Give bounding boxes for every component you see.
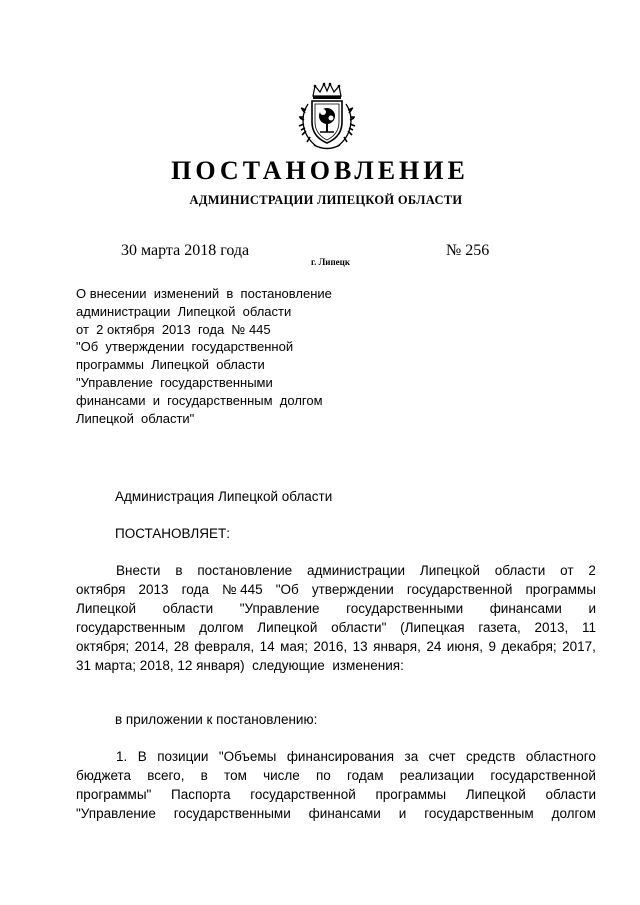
word: 13 [352, 639, 368, 654]
word: программы [375, 787, 447, 802]
word: декабря; [501, 639, 557, 654]
word: 28 [173, 639, 189, 654]
paragraph-line [76, 599, 596, 618]
word: года [181, 582, 209, 597]
word: счет [428, 749, 456, 764]
word: (Липецкая [400, 620, 465, 635]
word: долгом [199, 620, 244, 635]
document-title: ПОСТАНОВЛЕНИЕ [171, 156, 469, 185]
word: "Об [275, 582, 299, 597]
paragraph-line [76, 561, 596, 580]
word: всего, [147, 768, 185, 783]
word: областного [525, 749, 596, 764]
word: государственными [173, 806, 291, 821]
word: за [404, 749, 419, 764]
word: "Управление [76, 806, 156, 821]
coat-of-arms-icon [296, 82, 358, 154]
word: по [315, 768, 331, 783]
word: позиции [157, 749, 209, 764]
word: числе [263, 768, 300, 783]
word: финансирования [286, 749, 395, 764]
word: том [224, 768, 247, 783]
word: 2 [588, 563, 596, 578]
word: в [200, 768, 208, 783]
word: государственным [76, 620, 186, 635]
paragraph-line [76, 785, 596, 804]
word: 11 [581, 620, 596, 635]
word: и [588, 601, 596, 616]
word: 2013, [534, 620, 569, 635]
word: в [175, 563, 183, 578]
word: января, [373, 639, 421, 654]
paragraph-line [76, 580, 596, 599]
word: октября [76, 582, 126, 597]
word: финансами [308, 806, 381, 821]
word: от [560, 563, 574, 578]
paragraph-line [76, 637, 596, 656]
word: 31 марта; 2018, 12 января) следующие изменения: [76, 658, 404, 673]
word: 2017, [562, 639, 596, 654]
word: государственными [346, 601, 464, 616]
paragraph-line [76, 747, 596, 766]
word: годам [347, 768, 384, 783]
word: государственной [250, 787, 356, 802]
decree-number: № 256 [446, 242, 490, 259]
preamble-line: администрации Липецкой области [76, 303, 292, 319]
word: июня, [446, 639, 483, 654]
preamble-line: О внесении изменений в постановление [76, 286, 332, 301]
document-subtitle: АДМИНИСТРАЦИИ ЛИПЕЦКОЙ ОБЛАСТИ [189, 193, 463, 207]
word: 24 [426, 639, 442, 654]
word: долгом [551, 806, 596, 821]
word: области [545, 787, 596, 802]
paragraph-line [76, 766, 596, 785]
word: администрации [307, 563, 405, 578]
annex-line: в приложении к постановлению: [115, 712, 318, 727]
decree-preamble [76, 285, 332, 427]
word: Липецкой [465, 787, 526, 802]
paragraph-line [76, 618, 596, 637]
word: государственной [406, 582, 513, 597]
word: средств [465, 749, 516, 764]
word: финансами [489, 601, 562, 616]
preamble-line: от 2 октября 2013 года № 445 [76, 321, 271, 337]
word: мая; [280, 639, 308, 654]
paragraph-line [76, 804, 596, 823]
word: программы [525, 582, 596, 597]
word: 2016, [313, 639, 348, 654]
word: № 445 [221, 582, 263, 597]
word: "Управление [239, 601, 320, 616]
word: области [494, 563, 546, 578]
word: области" [331, 620, 387, 635]
word: 9 [488, 639, 496, 654]
word: постановление [197, 563, 293, 578]
word: государственным [424, 806, 534, 821]
preamble-line: "Управление государственными [76, 374, 273, 390]
word: утверждении [311, 582, 394, 597]
decree-date: 30 марта 2018 года [121, 242, 250, 259]
word: и [398, 806, 407, 821]
word: Липецкой [76, 601, 137, 616]
word: 2014, [134, 639, 169, 654]
preamble-line: "Об утверждении государственной [76, 339, 294, 355]
word: 2013 [138, 582, 169, 597]
word: Паспорта [171, 787, 231, 802]
word: бюджета [76, 768, 132, 783]
word: программы" [76, 787, 152, 802]
word: газета, [478, 620, 521, 635]
word: февраля, [194, 639, 255, 654]
word: В [137, 749, 147, 764]
preamble-line: Липецкой области" [76, 410, 195, 426]
word: области [162, 601, 214, 616]
word: Липецкой [419, 563, 480, 578]
decree-word: ПОСТАНОВЛЯЕТ: [115, 526, 231, 541]
word: 14 [259, 639, 275, 654]
word: Липецкой [257, 620, 318, 635]
decree-city: г. Липецк [311, 257, 351, 267]
preamble-line: финансами и государственным долгом [76, 392, 323, 408]
word: реализации [399, 768, 475, 783]
word: Внести [116, 563, 161, 578]
administration-line: Администрация Липецкой области [115, 489, 333, 504]
word: октября; [76, 639, 130, 654]
word: "Объемы [218, 749, 277, 764]
word: государственной [490, 768, 596, 783]
paragraph-amendment [76, 561, 596, 675]
word: 1. [116, 749, 128, 764]
paragraph-item-1 [76, 747, 596, 823]
preamble-line: программы Липецкой области [76, 357, 265, 373]
paragraph-line [76, 656, 596, 675]
